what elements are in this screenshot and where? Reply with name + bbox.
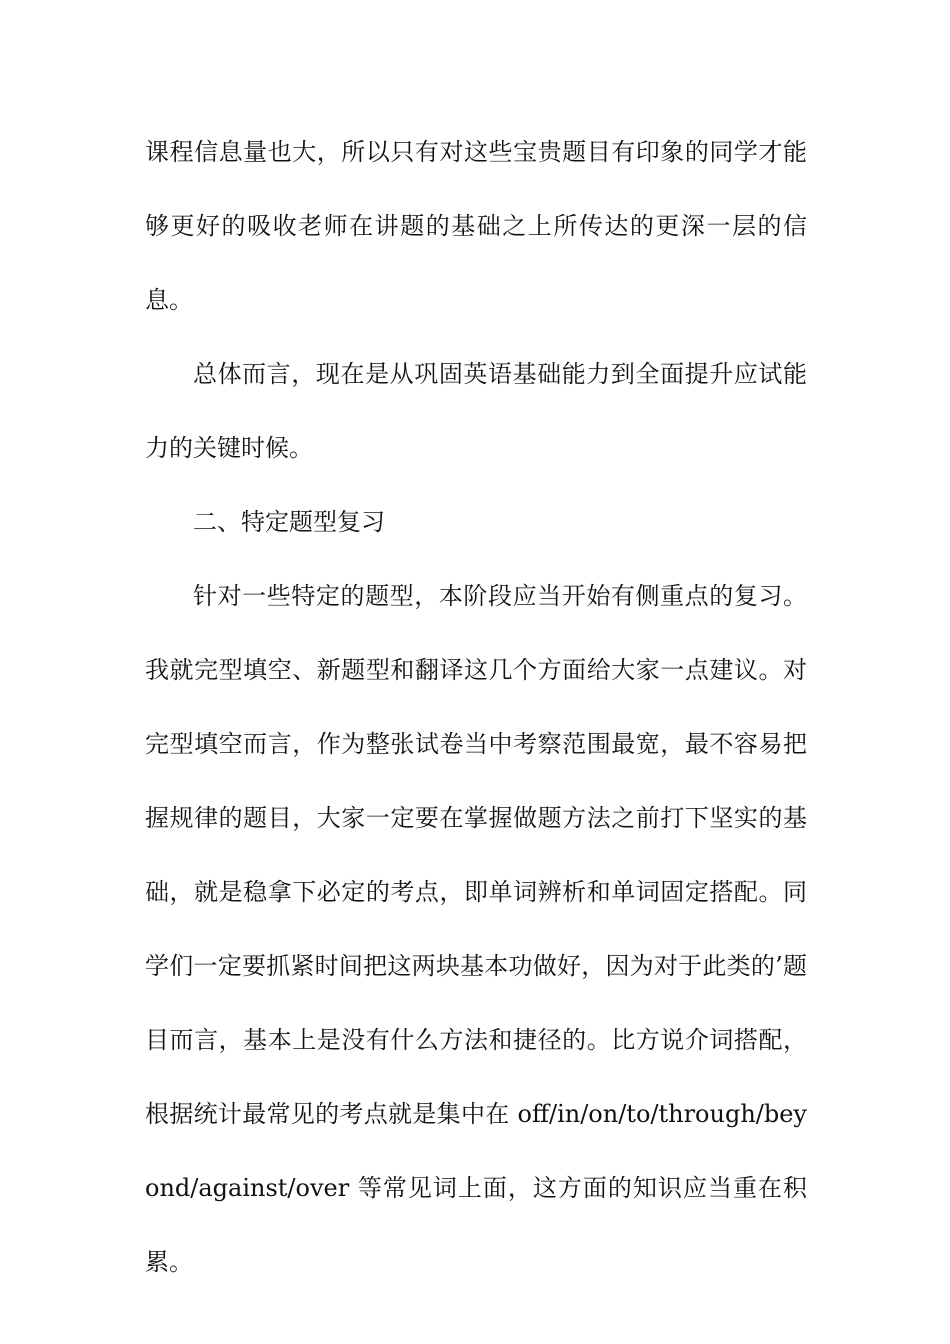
paragraph-continuation: 课程信息量也大，所以只有对这些宝贵题目有印象的同学才能够更好的吸收老师在讲题的基础之上所传达的更深一层的信息。 [145, 138, 807, 314]
document-body [145, 115, 807, 1299]
paragraph-body: 针对一些特定的题型，本阶段应当开始有侧重点的复习。我就完型填空、新题型和翻译这几个方面给大家一点建议。对完型填空而言，作为整张试卷当中考察范围最宽，最不容易把握规律的题目，大家一定要在掌握做题方法之前打下坚实的基础，就是稳拿下必定的考点，即单词辨析和单词固定搭配。同学们一定要抓紧时间把这两块基本功做好，因为对于此类的’题目而言，基本上是没有什么方法和捷径的。比方说介词搭配，根据统计最常见的考点就是集中在 off/in/on/to/through/beyond/against/over 等常见词上面，这方面的知识应当重在积累。 [145, 582, 807, 1276]
section-heading: 二、特定题型复习 [193, 508, 385, 536]
paragraph-summary: 总体而言，现在是从巩固英语基础能力到全面提升应试能力的关键时候。 [145, 360, 807, 462]
